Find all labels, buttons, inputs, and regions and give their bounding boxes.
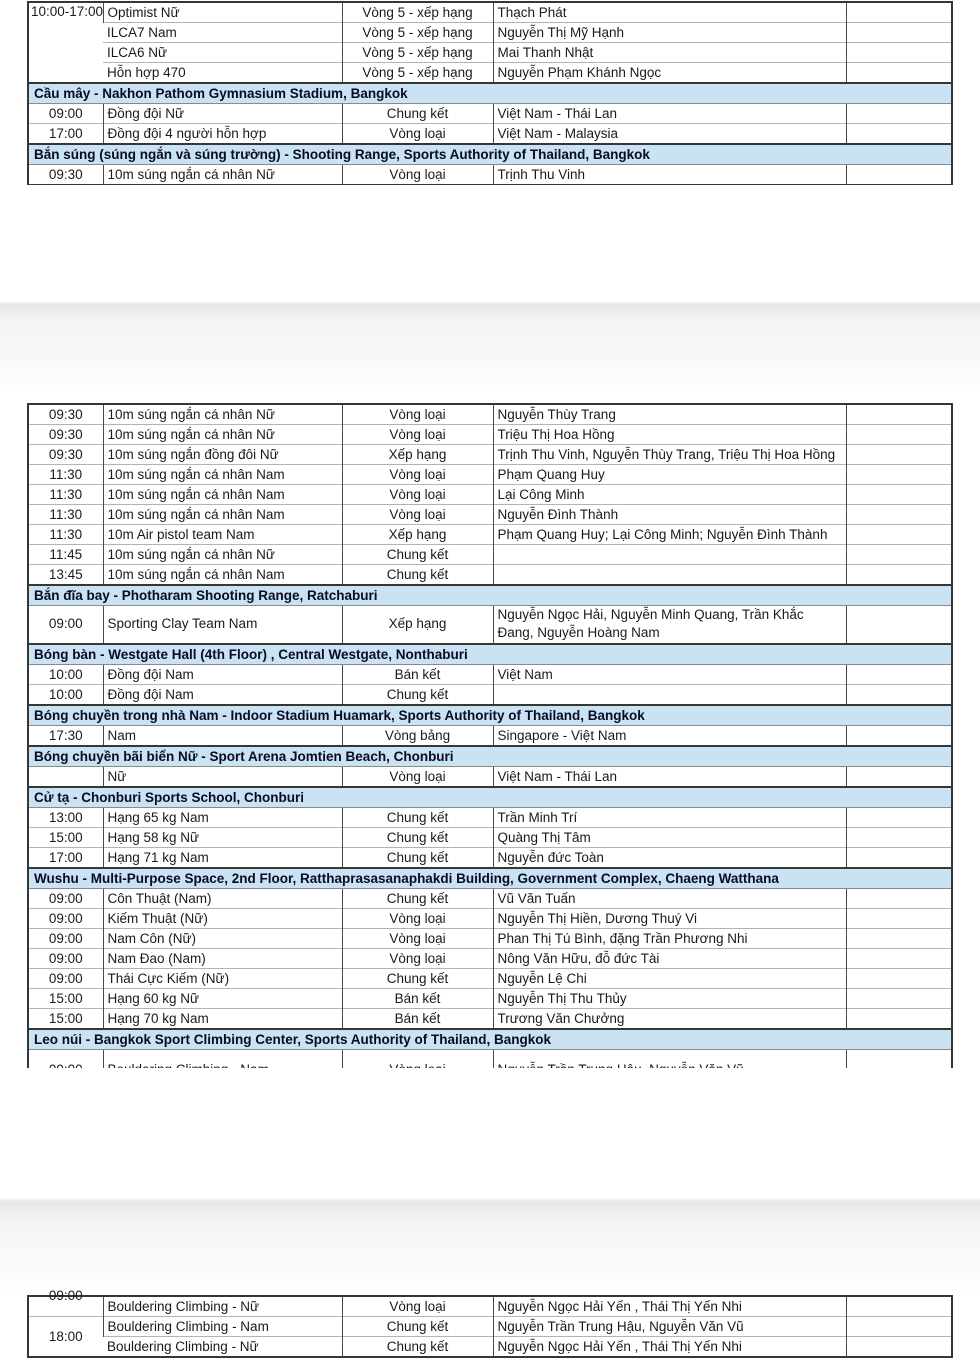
notes-cell — [846, 545, 952, 565]
schedule-row — [28, 1008, 952, 1029]
section-header: Cử tạ - Chonburi Sports School, Chonburi — [28, 787, 952, 808]
event-cell: 10m súng ngắn cá nhân Nữ — [103, 404, 342, 425]
athletes-cell — [493, 545, 846, 565]
schedule-table — [27, 403, 953, 1090]
event-cell: 10m súng ngắn đồng đôi Nữ — [103, 445, 342, 465]
section-header: Leo núi - Bangkok Sport Climbing Center, Sports Authority of Thailand, Bangkok — [28, 1029, 952, 1050]
notes-cell — [846, 425, 952, 445]
round-cell: Vòng 5 - xếp hạng — [342, 23, 493, 43]
event-cell: Nam — [103, 725, 342, 746]
section-header: Cầu mây - Nakhon Pathom Gymnasium Stadium, Bangkok — [28, 83, 952, 104]
event-cell: Đồng đội Nam — [103, 684, 342, 705]
athletes-cell: Nguyễn Đình Thành — [493, 505, 846, 525]
round-cell: Vòng loại — [342, 766, 493, 787]
notes-cell — [846, 1008, 952, 1029]
event-cell: Đồng đội Nữ — [103, 104, 342, 124]
notes-cell — [846, 104, 952, 124]
schedule-row — [28, 725, 952, 746]
athletes-cell: Nguyễn Thị Hiền, Dương Thuý Vi — [493, 908, 846, 928]
time-cell: 18:00 — [28, 1317, 103, 1358]
section-header-row — [28, 1029, 952, 1050]
athletes-cell: Nguyễn đức Toàn — [493, 847, 846, 868]
event-cell: 10m súng ngắn cá nhân Nữ — [103, 545, 342, 565]
round-cell: Vòng loại — [342, 948, 493, 968]
schedule-row — [28, 928, 952, 948]
notes-cell — [846, 2, 952, 23]
page-break-gap — [0, 185, 980, 403]
notes-cell — [846, 445, 952, 465]
event-cell: Đồng đội Nam — [103, 664, 342, 684]
schedule-table — [27, 1288, 953, 1358]
section-header-row — [28, 83, 952, 104]
round-cell: Vòng loại — [342, 928, 493, 948]
schedule-row — [28, 505, 952, 525]
round-cell: Chung kết — [342, 565, 493, 586]
schedule-row — [28, 165, 952, 186]
schedule-row — [28, 807, 952, 827]
table-segment-page-3 — [27, 1288, 955, 1363]
round-cell: Vòng loại — [342, 505, 493, 525]
athletes-cell: Nguyễn Thị Mỹ Hạnh — [493, 23, 846, 43]
schedule-row — [28, 485, 952, 505]
event-cell: Côn Thuật (Nam) — [103, 888, 342, 908]
schedule-table — [27, 1, 953, 186]
event-cell: Nam Đao (Nam) — [103, 948, 342, 968]
athletes-cell: Quàng Thị Tâm — [493, 827, 846, 847]
time-cell: 09:00 — [28, 968, 103, 988]
notes-cell — [846, 908, 952, 928]
round-cell: Vòng 5 - xếp hạng — [342, 63, 493, 84]
section-header: Bóng bàn - Westgate Hall (4th Floor) , Central Westgate, Nonthaburi — [28, 644, 952, 665]
schedule-row — [28, 565, 952, 586]
athletes-cell: Trịnh Thu Vinh — [493, 165, 846, 186]
section-header-row — [28, 644, 952, 665]
event-cell: 10m Air pistol team Nam — [103, 525, 342, 545]
schedule-row — [28, 908, 952, 928]
event-cell: Hạng 65 kg Nam — [103, 807, 342, 827]
event-cell: 10m súng ngắn cá nhân Nam — [103, 505, 342, 525]
schedule-row — [28, 1337, 952, 1358]
round-cell: Vòng loại — [342, 404, 493, 425]
time-cell: 09:30 — [28, 445, 103, 465]
section-header-row — [28, 787, 952, 808]
athletes-cell: Nguyễn Ngọc Hải Yến , Thái Thị Yến Nhi — [493, 1296, 846, 1317]
notes-cell — [846, 888, 952, 908]
schedule-row — [28, 23, 952, 43]
notes-cell — [846, 988, 952, 1008]
section-header-row — [28, 746, 952, 767]
section-header: Bắn súng (súng ngắn và súng trường) - Shooting Range, Sports Authority of Thailand, Bangkok — [28, 144, 952, 165]
event-cell: Bouldering Climbing - Nữ — [103, 1337, 342, 1358]
notes-cell — [846, 606, 952, 644]
time-cell: 15:00 — [28, 827, 103, 847]
round-cell: Chung kết — [342, 807, 493, 827]
schedule-row — [28, 104, 952, 124]
event-cell: Bouldering Climbing - Nam — [103, 1317, 342, 1337]
athletes-cell: Nguyễn Lệ Chi — [493, 968, 846, 988]
round-cell: Vòng loại — [342, 485, 493, 505]
notes-cell — [846, 1337, 952, 1358]
notes-cell — [846, 847, 952, 868]
notes-cell — [846, 948, 952, 968]
notes-cell — [846, 968, 952, 988]
athletes-cell: Nguyễn Ngọc Hải Yến , Thái Thị Yến Nhi — [493, 1337, 846, 1358]
time-cell: 09:00 — [28, 908, 103, 928]
athletes-cell — [493, 684, 846, 705]
notes-cell — [846, 485, 952, 505]
event-cell: Hỗn hợp 470 — [103, 63, 342, 84]
round-cell: Chung kết — [342, 545, 493, 565]
event-cell: 10m súng ngắn cá nhân Nam — [103, 485, 342, 505]
round-cell: Chung kết — [342, 888, 493, 908]
time-cell: 09:00 — [28, 928, 103, 948]
notes-cell — [846, 684, 952, 705]
round-cell: Chung kết — [342, 1337, 493, 1358]
section-header-row — [28, 585, 952, 606]
round-cell: Bán kết — [342, 1008, 493, 1029]
event-cell: Nữ — [103, 766, 342, 787]
schedule-row — [28, 968, 952, 988]
notes-cell — [846, 124, 952, 145]
time-cell: 11:30 — [28, 485, 103, 505]
athletes-cell: Trần Minh Trí — [493, 807, 846, 827]
athletes-cell: Triệu Thị Hoa Hồng — [493, 425, 846, 445]
notes-cell — [846, 807, 952, 827]
notes-cell — [846, 766, 952, 787]
athletes-cell: Nguyễn Thị Thu Thủy — [493, 988, 846, 1008]
schedule-row — [28, 445, 952, 465]
time-cell: 11:30 — [28, 505, 103, 525]
time-cell: 13:00 — [28, 807, 103, 827]
athletes-cell: Trương Văn Chưởng — [493, 1008, 846, 1029]
time-cell: 09:00 — [28, 888, 103, 908]
round-cell: Bán kết — [342, 664, 493, 684]
time-cell: 09:00 — [28, 606, 103, 644]
schedule-row — [28, 525, 952, 545]
event-cell: ILCA7 Nam — [103, 23, 342, 43]
table-segment-page-1 — [27, 1, 955, 186]
time-cell: 09:30 — [28, 165, 103, 186]
notes-cell — [846, 1317, 952, 1337]
round-cell: Vòng bảng — [342, 725, 493, 746]
time-cell: 11:45 — [28, 545, 103, 565]
athletes-cell: Nông Văn Hữu, đỗ đức Tài — [493, 948, 846, 968]
event-cell: Optimist Nữ — [103, 2, 342, 23]
schedule-row — [28, 425, 952, 445]
round-cell: Chung kết — [342, 827, 493, 847]
event-cell: Thái Cực Kiếm (Nữ) — [103, 968, 342, 988]
time-cell: 10:00 — [28, 684, 103, 705]
section-header-row — [28, 868, 952, 889]
schedule-row — [28, 684, 952, 705]
event-cell: Bouldering Climbing - Nữ — [103, 1296, 342, 1317]
notes-cell — [846, 928, 952, 948]
schedule-row — [28, 124, 952, 145]
event-cell: ILCA6 Nữ — [103, 43, 342, 63]
round-cell: Vòng loại — [342, 465, 493, 485]
time-cell: 11:30 — [28, 465, 103, 485]
round-cell: Vòng loại — [342, 124, 493, 145]
event-cell: Sporting Clay Team Nam — [103, 606, 342, 644]
notes-cell — [846, 565, 952, 586]
athletes-cell: Việt Nam - Thái Lan — [493, 104, 846, 124]
time-cell: 09:30 — [28, 404, 103, 425]
athletes-cell: Thạch Phát — [493, 2, 846, 23]
round-cell: Xếp hạng — [342, 445, 493, 465]
schedule-row — [28, 2, 952, 23]
notes-cell — [846, 465, 952, 485]
event-cell: Hạng 70 kg Nam — [103, 1008, 342, 1029]
round-cell: Vòng 5 - xếp hạng — [342, 2, 493, 23]
event-cell: Hạng 71 kg Nam — [103, 847, 342, 868]
schedule-row — [28, 827, 952, 847]
notes-cell — [846, 525, 952, 545]
athletes-cell: Phạm Quang Huy — [493, 465, 846, 485]
athletes-cell — [493, 565, 846, 586]
schedule-row — [28, 43, 952, 63]
notes-cell — [846, 404, 952, 425]
table-segment-page-2 — [27, 403, 955, 1068]
event-cell: Nam Côn (Nữ) — [103, 928, 342, 948]
time-cell: 09:30 — [28, 425, 103, 445]
time-cell — [28, 766, 103, 787]
time-cell: 17:00 — [28, 847, 103, 868]
athletes-cell: Phạm Quang Huy; Lại Công Minh; Nguyễn Đình Thành — [493, 525, 846, 545]
schedule-row — [28, 888, 952, 908]
round-cell: Chung kết — [342, 968, 493, 988]
athletes-cell: Nguyễn Trần Trung Hậu, Nguyễn Văn Vũ — [493, 1317, 846, 1337]
event-cell: Đồng đội 4 người hỗn hợp — [103, 124, 342, 145]
notes-cell — [846, 23, 952, 43]
round-cell: Chung kết — [342, 684, 493, 705]
athletes-cell: Vũ Văn Tuấn — [493, 888, 846, 908]
athletes-cell: Nguyễn Thùy Trang — [493, 404, 846, 425]
round-cell: Xếp hạng — [342, 525, 493, 545]
time-text-clipped: 09:00 — [48, 1288, 83, 1303]
round-cell: Bán kết — [342, 988, 493, 1008]
event-cell: Hạng 58 kg Nữ — [103, 827, 342, 847]
schedule-row — [28, 948, 952, 968]
round-cell: Vòng 5 - xếp hạng — [342, 43, 493, 63]
athletes-cell: Nguyễn Phạm Khánh Ngọc — [493, 63, 846, 84]
time-cell: 11:30 — [28, 525, 103, 545]
notes-cell — [846, 664, 952, 684]
schedule-row — [28, 664, 952, 684]
schedule-row — [28, 847, 952, 868]
notes-cell — [846, 827, 952, 847]
time-cell: 09:00 — [28, 948, 103, 968]
time-cell: 15:00 — [28, 988, 103, 1008]
section-header: Bắn đĩa bay - Photharam Shooting Range, Ratchaburi — [28, 585, 952, 606]
schedule-row — [28, 1296, 952, 1317]
notes-cell — [846, 43, 952, 63]
section-header: Bóng chuyền trong nhà Nam - Indoor Stadium Huamark, Sports Authority of Thailand, Bangkok — [28, 705, 952, 726]
event-cell: Hạng 60 kg Nữ — [103, 988, 342, 1008]
athletes-cell: Nguyễn Ngọc Hải, Nguyễn Minh Quang, Trần Khắc Đang, Nguyễn Hoàng Nam — [493, 606, 846, 644]
athletes-cell: Việt Nam - Malaysia — [493, 124, 846, 145]
event-cell: 10m súng ngắn cá nhân Nam — [103, 565, 342, 586]
time-cell: 10:00-17:00 — [28, 2, 103, 83]
round-cell: Vòng loại — [342, 165, 493, 186]
notes-cell — [846, 63, 952, 84]
section-header-row — [28, 705, 952, 726]
notes-cell — [846, 725, 952, 746]
schedule-row — [28, 465, 952, 485]
athletes-cell: Singapore - Việt Nam — [493, 725, 846, 746]
event-cell: 10m súng ngắn cá nhân Nam — [103, 465, 342, 485]
schedule-row — [28, 63, 952, 84]
schedule-row — [28, 766, 952, 787]
notes-cell — [846, 505, 952, 525]
event-cell: Kiếm Thuật (Nữ) — [103, 908, 342, 928]
athletes-cell: Việt Nam - Thái Lan — [493, 766, 846, 787]
schedule-row — [28, 545, 952, 565]
time-cell: 15:00 — [28, 1008, 103, 1029]
round-cell: Chung kết — [342, 1317, 493, 1337]
event-cell: 10m súng ngắn cá nhân Nữ — [103, 165, 342, 186]
round-cell: Vòng loại — [342, 425, 493, 445]
time-cell: 09:00 — [28, 104, 103, 124]
schedule-row — [28, 606, 952, 644]
section-header-row — [28, 144, 952, 165]
section-header: Wushu - Multi-Purpose Space, 2nd Floor, Ratthaprasasanaphakdi Building, Government Complex, Chaeng Watthana — [28, 868, 952, 889]
notes-cell — [846, 165, 952, 186]
round-cell: Xếp hạng — [342, 606, 493, 644]
time-cell: 17:00 — [28, 124, 103, 145]
event-cell: 10m súng ngắn cá nhân Nữ — [103, 425, 342, 445]
athletes-cell: Phan Thị Tú Bình, đặng Trần Phương Nhi — [493, 928, 846, 948]
round-cell: Vòng loại — [342, 1296, 493, 1317]
time-cell: 13:45 — [28, 565, 103, 586]
athletes-cell: Việt Nam — [493, 664, 846, 684]
schedule-row — [28, 404, 952, 425]
athletes-cell: Trịnh Thu Vinh, Nguyễn Thùy Trang, Triệu Thị Hoa Hồng — [493, 445, 846, 465]
section-header: Bóng chuyền bãi biển Nữ - Sport Arena Jomtien Beach, Chonburi — [28, 746, 952, 767]
round-cell: Vòng loại — [342, 908, 493, 928]
time-cell — [28, 1288, 103, 1317]
time-cell: 17:30 — [28, 725, 103, 746]
time-cell: 10:00 — [28, 664, 103, 684]
schedule-row — [28, 988, 952, 1008]
round-cell: Chung kết — [342, 104, 493, 124]
schedule-row — [28, 1317, 952, 1337]
notes-cell — [846, 1296, 952, 1317]
page-break-gap — [0, 1068, 980, 1295]
round-cell: Chung kết — [342, 847, 493, 868]
athletes-cell: Mai Thanh Nhật — [493, 43, 846, 63]
athletes-cell: Lại Công Minh — [493, 485, 846, 505]
